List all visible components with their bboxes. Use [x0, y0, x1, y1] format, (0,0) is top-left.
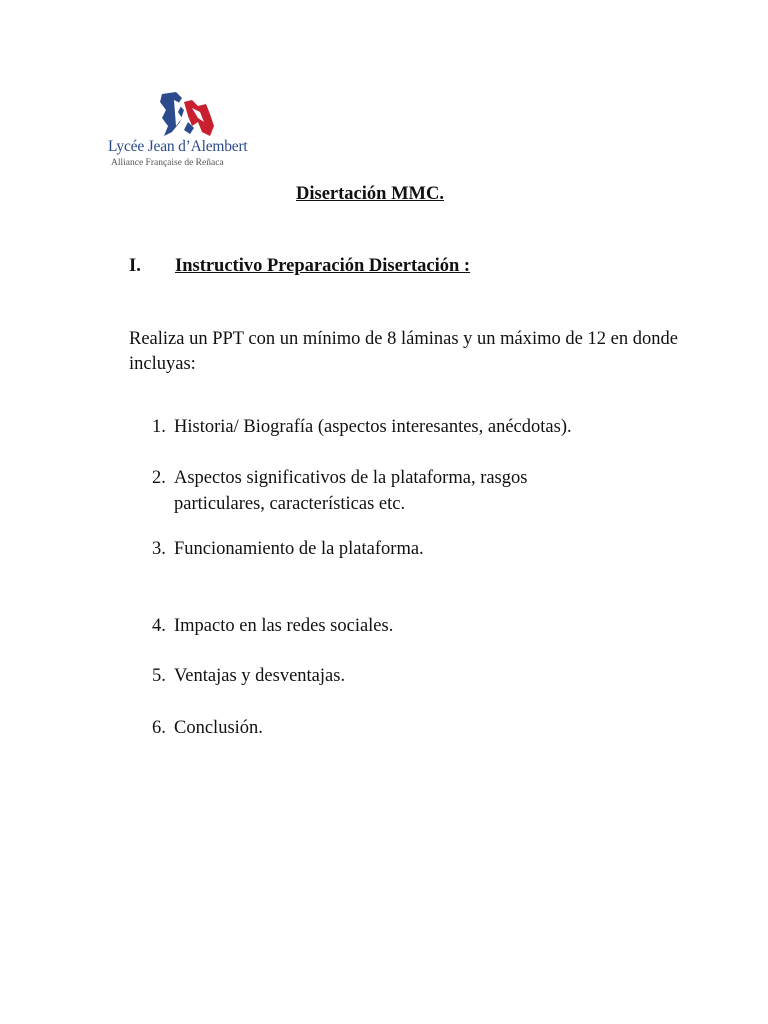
- list-item: [152, 715, 622, 741]
- page-title: Disertación MMC.: [296, 184, 444, 204]
- school-subtitle: Alliance Française de Reñaca: [111, 158, 224, 168]
- list-item-number: 3.: [152, 539, 166, 559]
- section-number: I.: [129, 256, 141, 276]
- school-logo: [108, 92, 248, 172]
- section-heading: [129, 256, 470, 277]
- school-emblem-icon: [158, 92, 216, 138]
- list-item: [152, 663, 622, 689]
- list-item: [152, 414, 622, 440]
- list-item: [152, 465, 622, 517]
- list-item-number: 5.: [152, 666, 166, 686]
- list-item: [152, 613, 622, 639]
- list-item-text: Funcionamiento de la plataforma.: [174, 539, 424, 559]
- list-item-text: Impacto en las redes sociales.: [174, 616, 394, 636]
- list-item-text: Historia/ Biografía (aspectos interesantes, anécdotas).: [174, 417, 572, 437]
- list-item-number: 6.: [152, 718, 166, 738]
- list-item: [152, 536, 622, 562]
- list-item-text: Aspectos significativos de la plataforma, rasgos particulares, características etc.: [174, 468, 528, 514]
- list-item-number: 1.: [152, 417, 166, 437]
- list-item-text: Ventajas y desventajas.: [174, 666, 346, 686]
- list-item-number: 4.: [152, 616, 166, 636]
- intro-paragraph: Realiza un PPT con un mínimo de 8 láminas y un máximo de 12 en donde incluyas:: [129, 329, 678, 374]
- school-name: Lycée Jean d’Alembert: [108, 138, 248, 155]
- list-item-text: Conclusión.: [174, 718, 263, 738]
- section-heading-text: Instructivo Preparación Disertación :: [175, 256, 471, 276]
- list-item-number: 2.: [152, 468, 166, 488]
